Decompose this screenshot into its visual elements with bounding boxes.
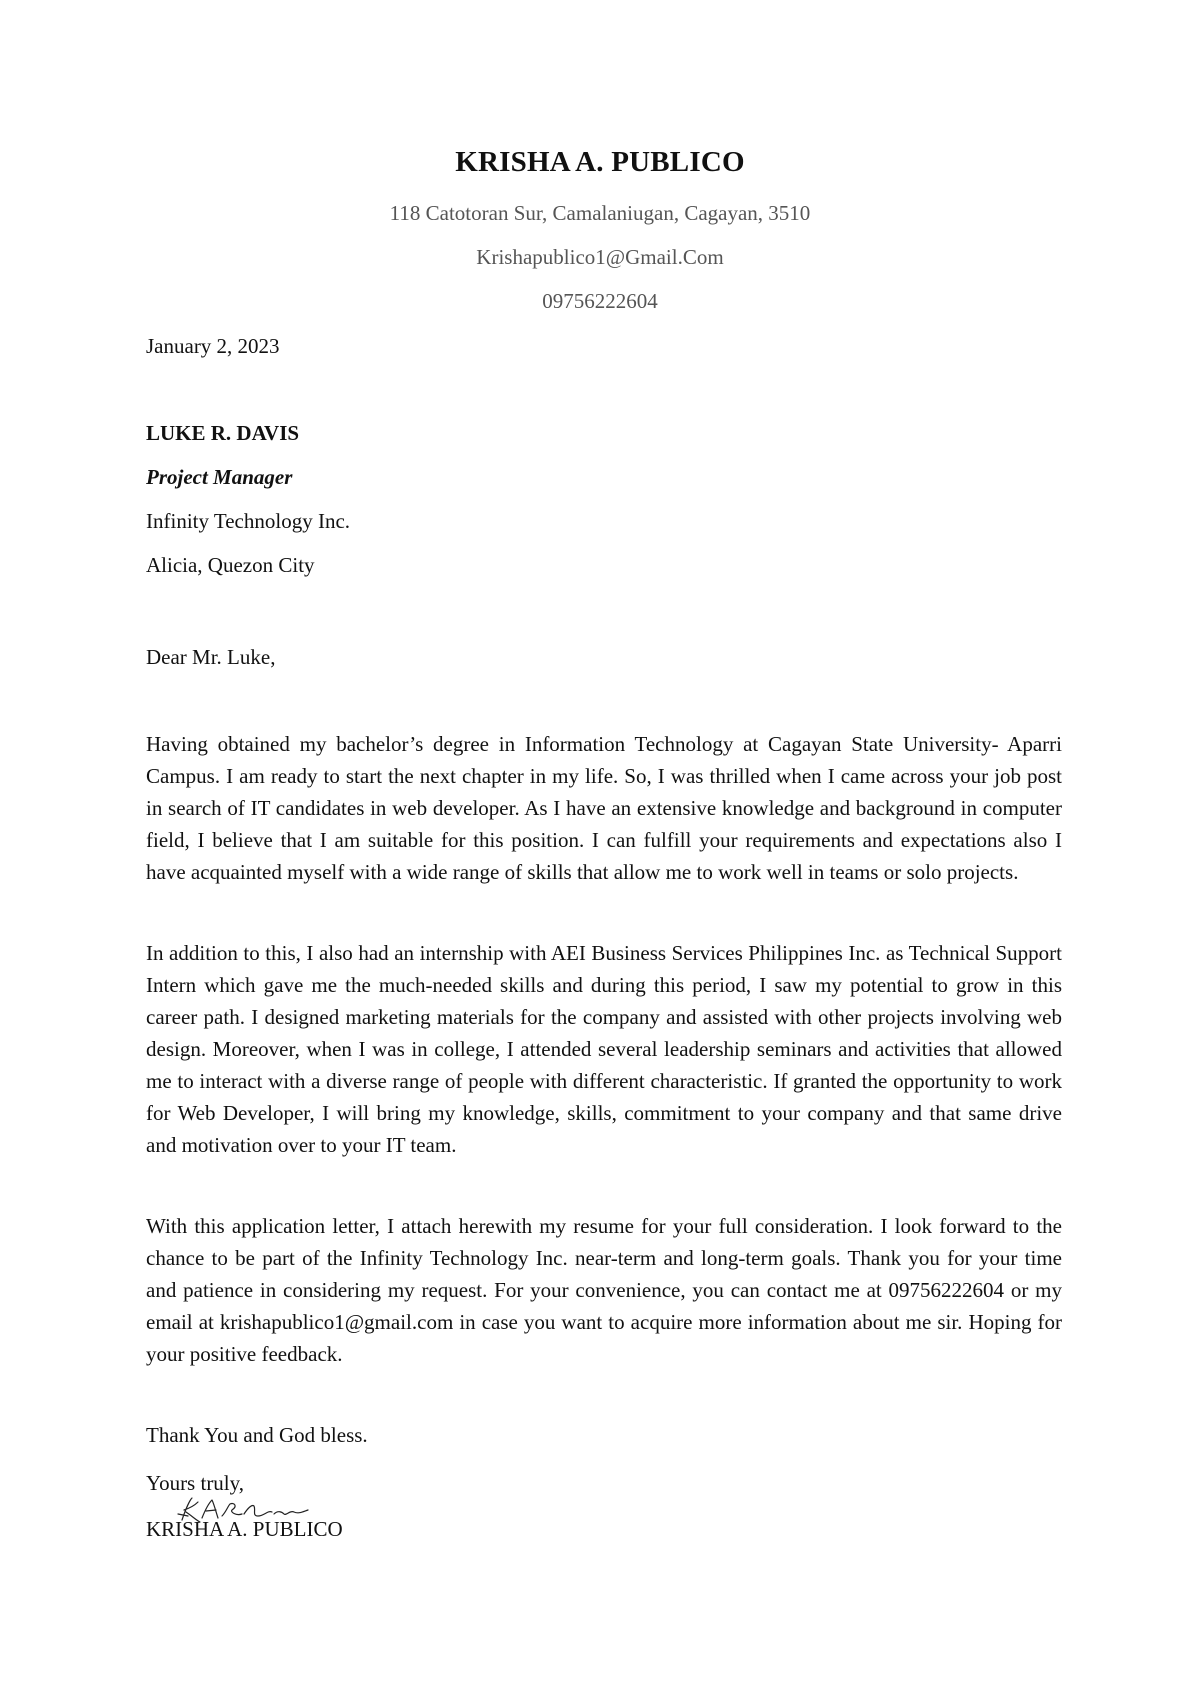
recipient-name: LUKE R. DAVIS [146,421,300,445]
closing-line: Thank You and God bless. [146,1423,368,1447]
sender-email: Krishapublico1@Gmail.Com [476,245,724,269]
signature-name: KRISHA A. PUBLICO [146,1517,343,1541]
recipient-title: Project Manager [146,465,293,489]
complimentary-close: Yours truly, [146,1471,245,1495]
body-paragraph-3: With this application letter, I attach herewith my resume for your full consideration. I look forward to the chance to be part of the Infinity Technology Inc. near-term and long-term goals. Thank you for your time and patience in considering my request. For your convenience, you can contact me at 09756222604 or my email at krishapublico1@gmail.com in case you want to acquire more information about me sir. Hoping for your positive feedback. [146,1214,1062,1366]
sender-name: KRISHA A. PUBLICO [455,146,745,178]
salutation: Dear Mr. Luke, [146,645,276,669]
sender-phone: 09756222604 [542,289,658,313]
body-paragraph-1: Having obtained my bachelor’s degree in Information Technology at Cagayan State University- Aparri Campus. I am ready to start the next chapter in my life. So, I was thrilled when I came across your job post in search of IT candidates in web developer. As I have an extensive knowledge and background in computer field, I believe that I am suitable for this position. I can fulfill your requirements and expectations also I have acquainted myself with a wide range of skills that allow me to work well in teams or solo projects. [146,732,1062,884]
recipient-company: Infinity Technology Inc. [146,509,351,533]
body-paragraph-2: In addition to this, I also had an internship with AEI Business Services Philippines Inc. as Technical Support Intern which gave me the much-needed skills and during this period, I saw my potential to grow in this career path. I designed marketing materials for the company and assisted with other projects involving web design. Moreover, when I was in college, I attended several leadership seminars and activities that allowed me to interact with a diverse range of people with different characteristic. If granted the opportunity to work for Web Developer, I will bring my knowledge, skills, commitment to your company and that same drive and motivation over to your IT team. [146,941,1062,1157]
recipient-address: Alicia, Quezon City [146,553,315,577]
letter-date: January 2, 2023 [146,334,280,358]
sender-address: 118 Catotoran Sur, Camalaniugan, Cagayan, 3510 [389,201,811,225]
